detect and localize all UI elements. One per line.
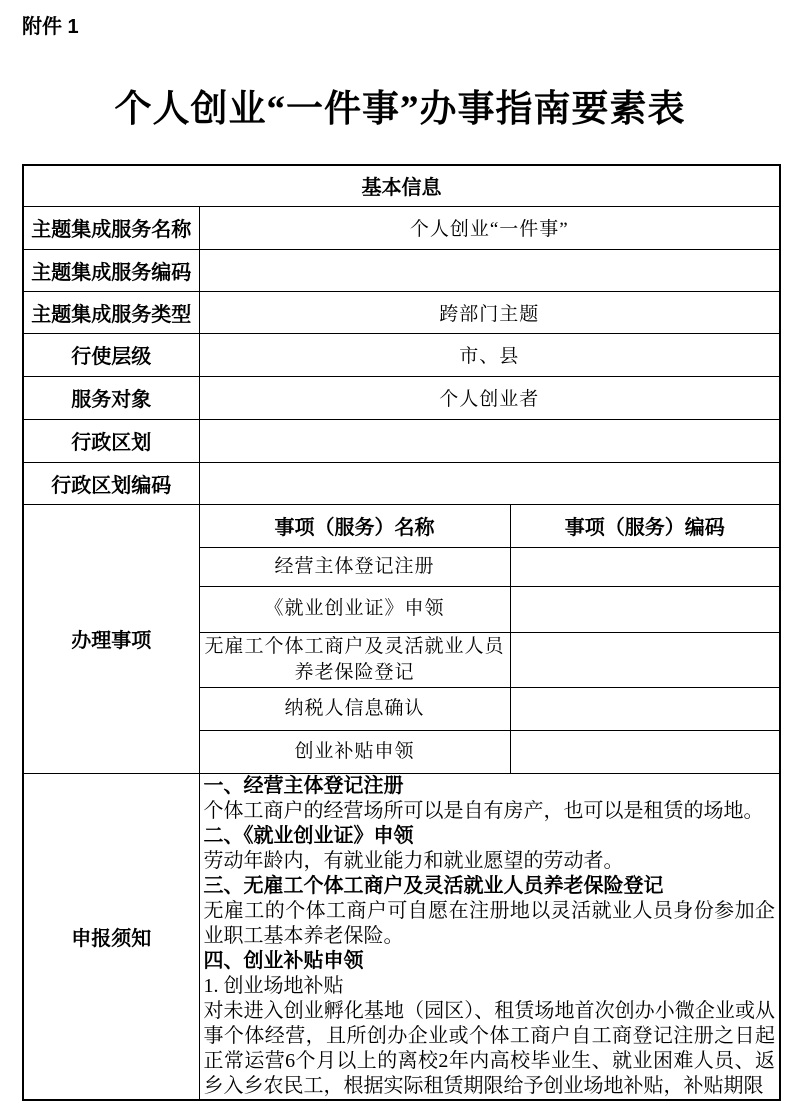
matters-code-header: 事项（服务）编码 bbox=[510, 504, 780, 547]
field-label-service-type: 主题集成服务类型 bbox=[23, 291, 199, 333]
field-value-service-name: 个人创业“一件事” bbox=[199, 206, 780, 249]
table-row bbox=[23, 249, 780, 291]
field-label-service-code: 主题集成服务编码 bbox=[23, 249, 199, 291]
notice-content bbox=[199, 773, 780, 1100]
field-value-service-target: 个人创业者 bbox=[199, 376, 780, 419]
table-row bbox=[23, 773, 780, 1100]
attachment-label: 附件 1 bbox=[22, 16, 79, 38]
table-row bbox=[23, 419, 780, 462]
matter-name: 无雇工个体工商户及灵活就业人员养老保险登记 bbox=[199, 632, 510, 687]
notice-heading-1: 一、经营主体登记注册 bbox=[203, 774, 404, 797]
table-row bbox=[23, 504, 780, 547]
field-value-service-code bbox=[199, 249, 780, 291]
notice-body-2: 劳动年龄内，有就业能力和就业愿望的劳动者。 bbox=[203, 849, 624, 872]
notice-label: 申报须知 bbox=[23, 773, 199, 1100]
field-value-admin-division bbox=[199, 419, 780, 462]
matter-code bbox=[510, 547, 780, 586]
field-label-service-name: 主题集成服务名称 bbox=[23, 206, 199, 249]
matter-code bbox=[510, 632, 780, 687]
section-header-basic-info: 基本信息 bbox=[23, 165, 780, 206]
notice-body-1: 个体工商户的经营场所可以是自有房产，也可以是租赁的场地。 bbox=[203, 799, 764, 822]
notice-heading-4: 四、创业补贴申领 bbox=[203, 949, 364, 972]
table-row bbox=[23, 291, 780, 333]
matters-label: 办理事项 bbox=[23, 504, 199, 773]
notice-body-3: 无雇工的个体工商户可自愿在注册地以灵活就业人员身份参加企业职工基本养老保险。 bbox=[203, 899, 775, 947]
table-row bbox=[23, 206, 780, 249]
table-row bbox=[23, 376, 780, 419]
notice-body-4: 1. 创业场地补贴 bbox=[203, 974, 344, 997]
field-value-admin-division-code bbox=[199, 462, 780, 504]
matters-name-header: 事项（服务）名称 bbox=[199, 504, 510, 547]
field-label-service-target: 服务对象 bbox=[23, 376, 199, 419]
matter-code bbox=[510, 687, 780, 730]
table-row bbox=[23, 333, 780, 376]
matter-code bbox=[510, 730, 780, 773]
field-label-exercise-level: 行使层级 bbox=[23, 333, 199, 376]
field-label-admin-division-code: 行政区划编码 bbox=[23, 462, 199, 504]
field-value-exercise-level: 市、县 bbox=[199, 333, 780, 376]
field-label-admin-division: 行政区划 bbox=[23, 419, 199, 462]
page-title: 个人创业“一件事”办事指南要素表 bbox=[114, 89, 686, 130]
notice-heading-2: 二、《就业创业证》申领 bbox=[203, 824, 414, 847]
field-value-service-type: 跨部门主题 bbox=[199, 291, 780, 333]
notice-body-5: 对未进入创业孵化基地（园区）、租赁场地首次创办小微企业或从事个体经营，且所创办企业或个体工商户自工商登记注册之日起正常运营6个月以上的离校2年内高校毕业生、就业困难人员、返乡入乡农民工，根据实际租赁期限给予创业场地补贴，补贴期限 bbox=[203, 999, 775, 1097]
matter-code bbox=[510, 586, 780, 632]
notice-heading-3: 三、无雇工个体工商户及灵活就业人员养老保险登记 bbox=[203, 874, 664, 897]
matter-name: 《就业创业证》申领 bbox=[199, 586, 510, 632]
elements-table bbox=[22, 164, 781, 1101]
matter-name: 创业补贴申领 bbox=[199, 730, 510, 773]
matter-name: 纳税人信息确认 bbox=[199, 687, 510, 730]
matter-name: 经营主体登记注册 bbox=[199, 547, 510, 586]
table-row bbox=[23, 165, 780, 206]
table-row bbox=[23, 462, 780, 504]
